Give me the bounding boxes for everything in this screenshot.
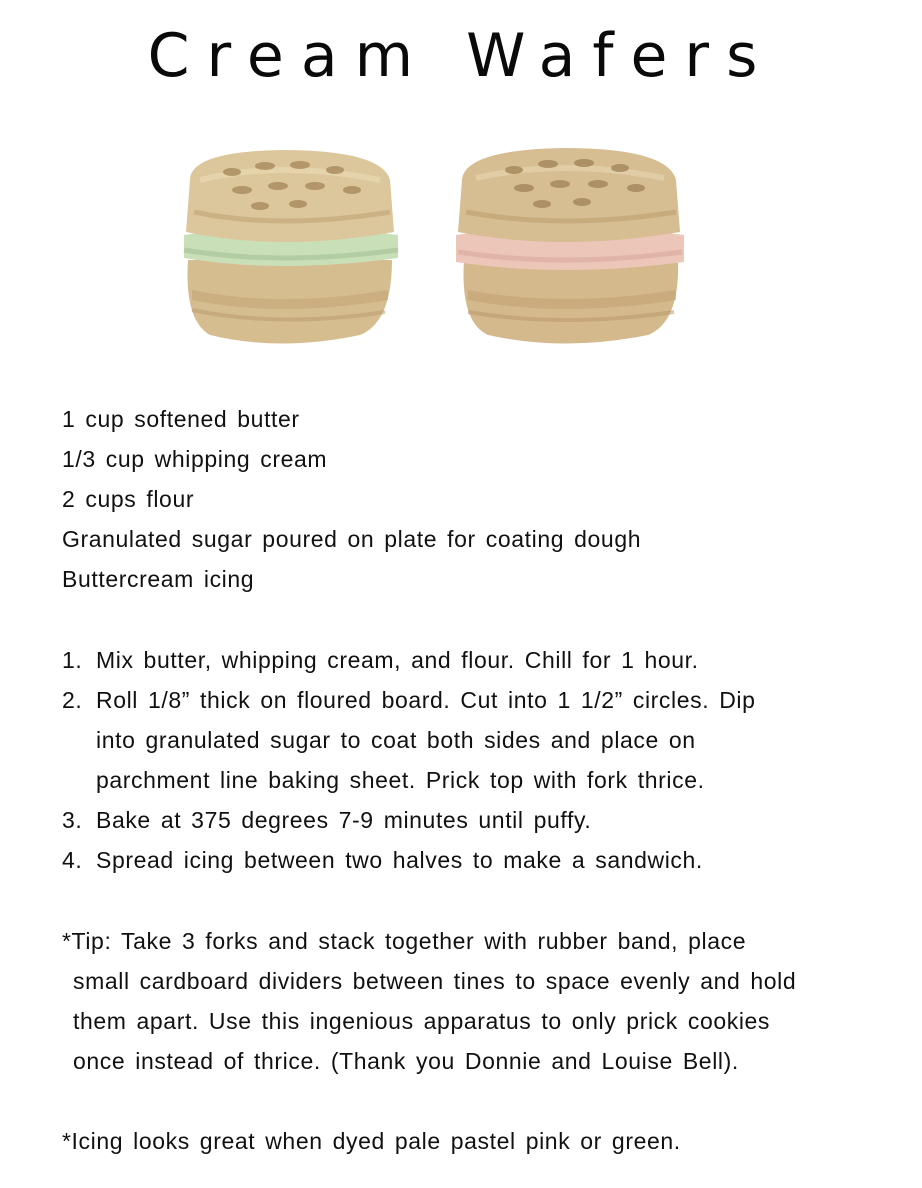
step-4 [62,845,703,875]
step-text: Bake at 375 degrees 7-9 minutes until puffy. [96,807,592,833]
step-number: 4. [62,847,83,873]
ingredient-item: 1 cup softened butter [62,406,300,432]
tip-line: them apart. Use this ingenious apparatus to only prick cookies [73,1008,771,1034]
step-1 [62,645,699,675]
pink-wafer-sandwich [456,148,684,344]
step-text-continued: into granulated sugar to coat both sides and place on [96,727,696,753]
step-text: Spread icing between two halves to make a sandwich. [96,847,703,873]
step-2 [62,685,756,715]
step-number: 3. [62,807,83,833]
tip-line: *Icing looks great when dyed pale pastel pink or green. [62,1128,681,1154]
ingredient-item: 2 cups flour [62,486,195,512]
recipe-title: Cream Wafers [147,21,775,91]
step-text-continued: parchment line baking sheet. Prick top with fork thrice. [96,767,705,793]
step-number: 1. [62,647,83,673]
cream-wafer-illustration [170,140,710,355]
step-text: Roll 1/8” thick on floured board. Cut into 1 1/2” circles. Dip [96,687,756,713]
tip-line: once instead of thrice. (Thank you Donnie and Louise Bell). [73,1048,739,1074]
ingredient-item: 1/3 cup whipping cream [62,446,328,472]
step-number: 2. [62,687,83,713]
step-text: Mix butter, whipping cream, and flour. Chill for 1 hour. [96,647,699,673]
ingredient-item: Granulated sugar poured on plate for coating dough [62,526,642,552]
tip-line: small cardboard dividers between tines to space evenly and hold [73,968,797,994]
green-wafer-sandwich [184,150,398,344]
tip-line: *Tip: Take 3 forks and stack together with rubber band, place [62,928,747,954]
step-3 [62,805,591,835]
ingredient-item: Buttercream icing [62,566,255,592]
